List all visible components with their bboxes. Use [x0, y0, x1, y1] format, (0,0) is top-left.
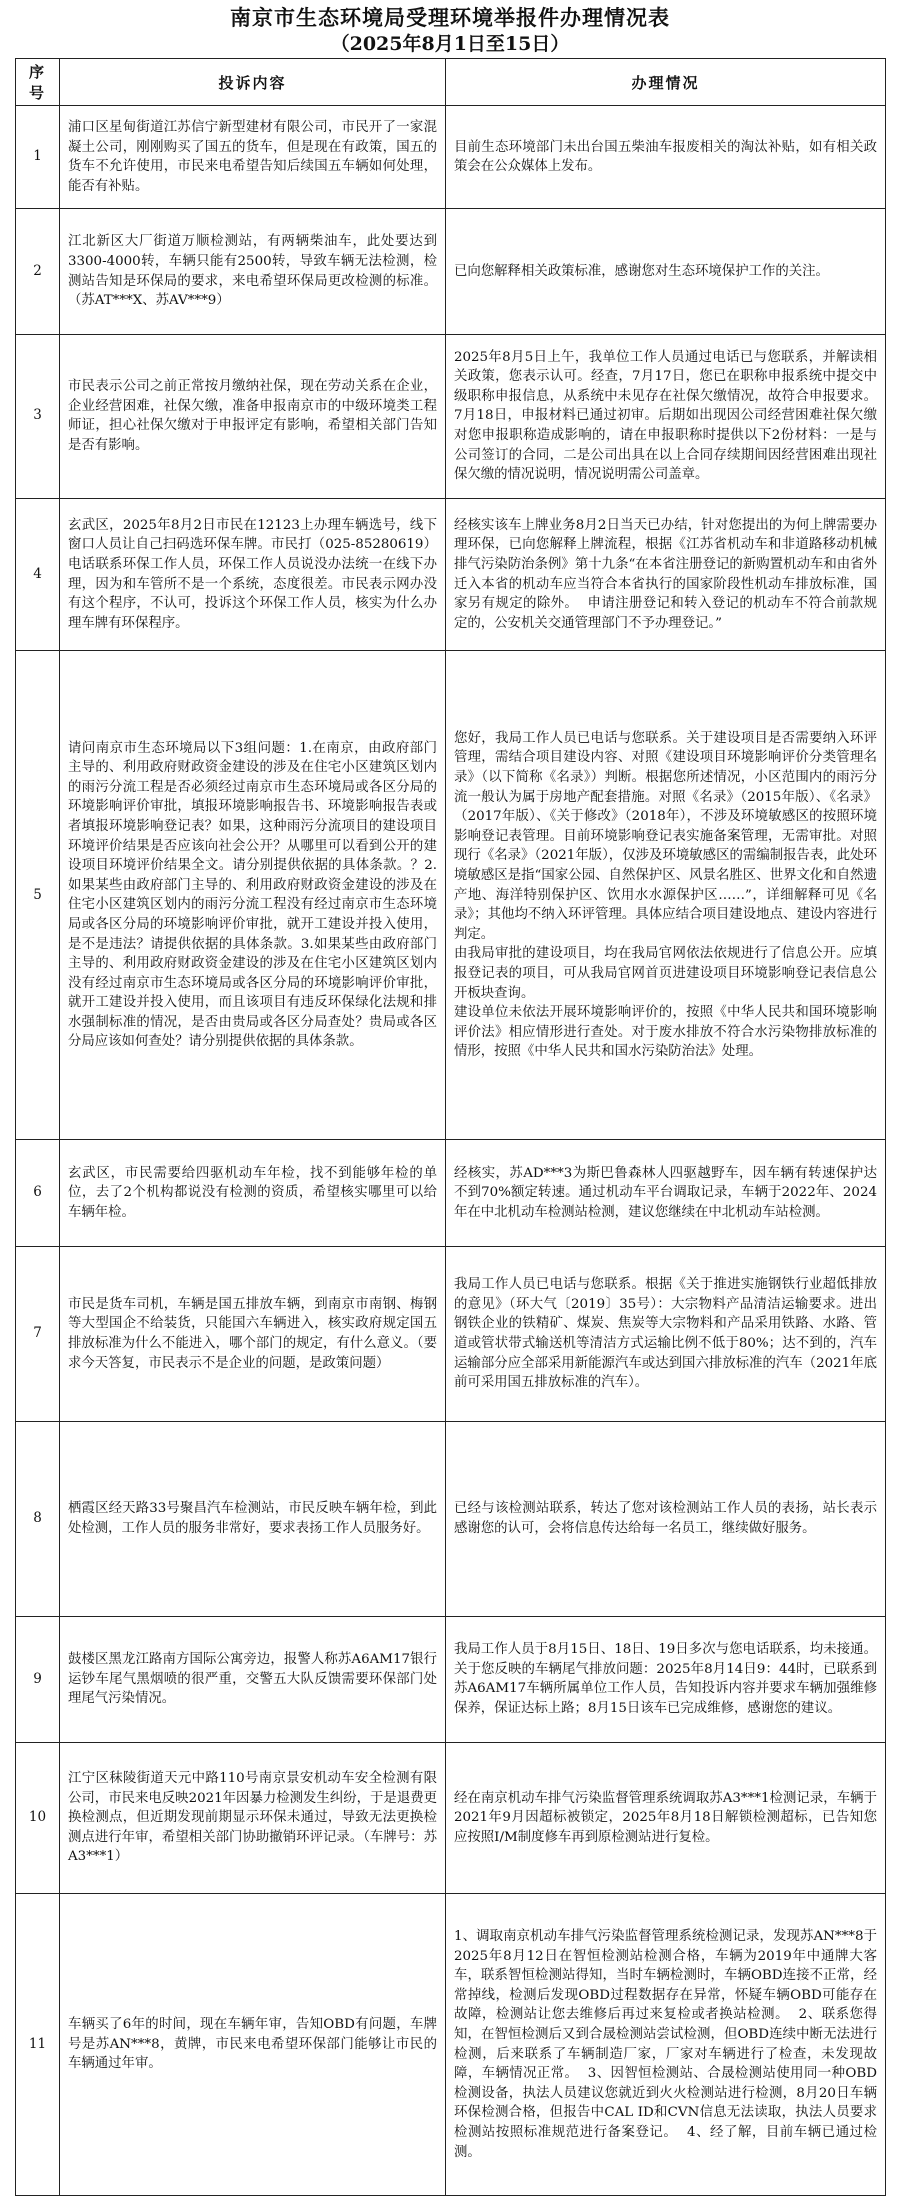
handling-content: 您好，我局工作人员已电话与您联系。关于建设项目是否需要纳入环评管理，需结合项目建设内容、对照《建设项目环境影响评价分类管理名录》（以下简称《名录》）判断。根据您所述情况，小区范围内的雨污分流一般认为属于房地产配套措施。对照《名录》（2015年版）、《名录》（2017年版）、《关于修改》（2018年），不涉及环境敏感区的按照环境影响登记表管理。目前环境影响登记表实施备案管理，无需审批。对照现行《名录》（2021年版），仅涉及环境敏感区的需编制报告表，此处环境敏感区是指“国家公园、自然保护区、风景名胜区、世界文化和自然遗产地、海洋特别保护区、饮用水水源保护区……”，详细解释可见《名录》；其他均不纳入环评管理。具体应结合项目建设地点、建设内容进行判定。 由我局审批的建设项目，均在我局官网依法依规进行了信息公开。应填报登记表的项目，可从我局官网首页进建设项目环境影响登记表信息公开板块查询。 建设单位未依法开展环境影响评价的，按照《中华人民共和国环境影响评价法》相应情形进行查处。对于废水排放不符合水污染物排放标准的情形，按照《中华人民共和国水污染防治法》处理。 — [446, 651, 886, 1140]
row-number: 8 — [16, 1421, 60, 1616]
handling-content: 经核实该车上牌业务8月2日当天已办结，针对您提出的为何上牌需要办理环保，已向您解释上牌流程，根据《江苏省机动车和非道路移动机械排气污染防治条例》第十九条“在本省注册登记的新购置机动车和由省外迁入本省的机动车应当符合本省执行的国家阶段性机动车排放标准，国家另有规定的除外。 申请注册登记和转入登记的机动车不符合前款规定的，公安机关交通管理部门不予办理登记。” — [446, 498, 886, 651]
row-number: 4 — [16, 498, 60, 651]
document-subtitle: （2025年8月1日至15日） — [330, 33, 570, 55]
row-number: 11 — [16, 1894, 60, 2196]
table-row — [16, 106, 886, 209]
row-number: 9 — [16, 1617, 60, 1743]
row-number: 7 — [16, 1246, 60, 1421]
handling-content: 我局工作人员于8月15日、18日、19日多次与您电话联系，均未接通。关于您反映的车辆尾气排放问题：2025年8月14日9：44时，已联系到苏A6AM17车辆所属单位工作人员，告知投诉内容并要求车辆加强维修保养，保证达标上路；8月15日该车已完成维修，感谢您的建议。 — [446, 1617, 886, 1743]
complaint-table — [15, 58, 886, 2196]
row-number: 10 — [16, 1742, 60, 1893]
handling-content: 经核实，苏AD***3为斯巴鲁森林人四驱越野车，因车辆有转速保护达不到70%额定转速。通过机动车平台调取记录，车辆于2022年、2024年在中北机动车检测站检测，建议您继续在中北机动车站检测。 — [446, 1140, 886, 1247]
table-header — [16, 59, 886, 106]
row-number: 3 — [16, 334, 60, 498]
complaint-content: 栖霞区经天路33号聚昌汽车检测站，市民反映车辆年检，到此处检测，工作人员的服务非常好，要求表扬工作人员服务好。 — [60, 1421, 446, 1616]
handling-content: 已经与该检测站联系，转达了您对该检测站工作人员的表扬，站长表示感谢您的认可，会将信息传达给每一名员工，继续做好服务。 — [446, 1421, 886, 1616]
complaint-content: 玄武区，2025年8月2日市民在12123上办理车辆选号，线下窗口人员让自己扫码选环保车牌。市民打（025-85280619）电话联系环保工作人员，环保工作人员说没办法统一在线下办理，因为和车管所不是一个系统，态度很差。市民表示网办没有这个程序，不认可，投诉这个环保工作人员，核实为什么办理车牌有环保程序。 — [60, 498, 446, 651]
handling-content: 目前生态环境部门未出台国五柴油车报废相关的淘汰补贴，如有相关政策会在公众媒体上发布。 — [446, 106, 886, 209]
complaint-content: 车辆买了6年的时间，现在车辆年审，告知OBD有问题，车牌号是苏AN***8，黄牌，市民来电希望环保部门能够让市民的车辆通过年审。 — [60, 1894, 446, 2196]
table-row — [16, 334, 886, 498]
complaint-content: 江宁区秣陵街道天元中路110号南京景安机动车安全检测有限公司，市民来电反映2021年因暴力检测发生纠纷，于是退费更换检测点，但近期发现前期显示环保未通过，导致无法更换检测点进行年审，希望相关部门协助撤销环评记录。（车牌号：苏A3***1） — [60, 1742, 446, 1893]
row-number: 5 — [16, 651, 60, 1140]
header-index: 序号 — [16, 59, 60, 106]
table-row — [16, 1246, 886, 1421]
table-row — [16, 1617, 886, 1743]
header-handling: 办理情况 — [446, 59, 886, 106]
row-number: 6 — [16, 1140, 60, 1247]
complaint-content: 江北新区大厂街道万顺检测站，有两辆柴油车，此处要达到3300-4000转，车辆只能有2500转，导致车辆无法检测，检测站告知是环保局的要求，来电希望环保局更改检测的标准。（苏AT***X、苏AV***9） — [60, 209, 446, 335]
row-number: 2 — [16, 209, 60, 335]
header-complaint: 投诉内容 — [60, 59, 446, 106]
table-body — [16, 106, 886, 2196]
table-row — [16, 1894, 886, 2196]
complaint-content: 鼓楼区黑龙江路南方国际公寓旁边，报警人称苏A6AM17银行运钞车尾气黑烟喷的很严重，交警五大队反馈需要环保部门处理尾气污染情况。 — [60, 1617, 446, 1743]
table-row — [16, 1140, 886, 1247]
table-row — [16, 651, 886, 1140]
complaint-content: 浦口区星甸街道江苏信宁新型建材有限公司，市民开了一家混凝土公司，刚刚购买了国五的货车，但是现在有政策，国五的货车不允许使用，市民来电希望告知后续国五车辆如何处理，能否有补贴。 — [60, 106, 446, 209]
handling-content: 我局工作人员已电话与您联系。根据《关于推进实施钢铁行业超低排放的意见》（环大气〔2019〕35号）：大宗物料产品清洁运输要求。进出钢铁企业的铁精矿、煤炭、焦炭等大宗物料和产品采用铁路、水路、管道或管状带式输送机等清洁方式运输比例不低于80%；达不到的，汽车运输部分应全部采用新能源汽车或达到国六排放标准的汽车（2021年底前可采用国五排放标准的汽车）。 — [446, 1246, 886, 1421]
handling-content: 已向您解释相关政策标准，感谢您对生态环境保护工作的关注。 — [446, 209, 886, 335]
complaint-content: 市民表示公司之前正常按月缴纳社保，现在劳动关系在企业，企业经营困难，社保欠缴，准备申报南京市的中级环境类工程师证，担心社保欠缴对于申报评定有影响，希望相关部门告知是否有影响。 — [60, 334, 446, 498]
table-row — [16, 209, 886, 335]
table-row — [16, 1742, 886, 1893]
handling-content: 经在南京机动车排气污染监督管理系统调取苏A3***1检测记录，车辆于2021年9月因超标被锁定，2025年8月18日解锁检测超标，已告知您应按照I/M制度修车再到原检测站进行复检。 — [446, 1742, 886, 1893]
document-title: 南京市生态环境局受理环境举报件办理情况表 — [230, 5, 670, 30]
complaint-content: 玄武区，市民需要给四驱机动车年检，找不到能够年检的单位，去了2个机构都说没有检测的资质，希望核实哪里可以给车辆年检。 — [60, 1140, 446, 1247]
complaint-content: 请问南京市生态环境局以下3组问题：1.在南京，由政府部门主导的、利用政府财政资金建设的涉及在住宅小区建筑区划内的雨污分流工程是否必须经过南京市生态环境局或各区分局的环境影响评价审批，填报环境影响报告书、环境影响报告表或者填报环境影响登记表？如果，这种雨污分流项目的建设项目环境评价结果是否应该向社会公开？从哪里可以看到公开的建设项目环境评价结果全文。请分别提供依据的具体条款。？2.如果某些由政府部门主导的、利用政府财政资金建设的涉及在住宅小区建筑区划内的雨污分流工程没有经过南京市生态环境局或各区分局的环境影响评价审批，就开工建设并投入使用，是不是违法？请提供依据的具体条款。3.如果某些由政府部门主导的、利用政府财政资金建设的涉及在住宅小区建筑区划内没有经过南京市生态环境局或各区分局的环境影响评价审批，就开工建设并投入使用，而且该项目有违反环保绿化法规和排水强制标准的情况，是否由贵局或各区分局查处？贵局或各区分局应该如何查处？请分别提供依据的具体条款。 — [60, 651, 446, 1140]
table-row — [16, 1421, 886, 1616]
handling-content: 2025年8月5日上午，我单位工作人员通过电话已与您联系，并解读相关政策，您表示认可。经查，7月17日，您已在职称申报系统中提交中级职称申报信息，从系统中未见存在社保欠缴情况，故符合申报要求。7月18日，申报材料已通过初审。后期如出现因公司经营困难社保欠缴对您申报职称造成影响的，请在申报职称时提供以下2份材料：一是与公司签订的合同，二是公司出具在以上合同存续期间因经营困难出现社保欠缴的情况说明，情况说明需公司盖章。 — [446, 334, 886, 498]
handling-content: 1、调取南京机动车排气污染监督管理系统检测记录，发现苏AN***8于2025年8月12日在智恒检测站检测合格，车辆为2019年中通牌大客车，联系智恒检测站得知，当时车辆检测时，车辆OBD连接不正常，经常掉线，检测后发现OBD过程数据存在异常，怀疑车辆OBD可能存在故障，检测站让您去维修后再过来复检或者换站检测。 2、联系您得知，在智恒检测后又到合晟检测站尝试检测，但OBD连续中断无法进行检测，后来联系了车辆制造厂家，厂家对车辆进行了检查，未发现故障，车辆情况正常。 3、因智恒检测站、合晟检测站使用同一种OBD检测设备，执法人员建议您就近到火火检测站进行检测，8月20日车辆环保检测合格，但报告中CAL ID和CVN信息无法读取，执法人员要求检测站按照标准规范进行备案登记。 4、经了解，目前车辆已通过检测。 — [446, 1894, 886, 2196]
table-row — [16, 498, 886, 651]
complaint-content: 市民是货车司机，车辆是国五排放车辆，到南京市南钢、梅钢等大型国企不给装货，只能国六车辆进入，核实政府规定国五排放标准为什么不能进入，哪个部门的规定，有什么意义。（要求今天答复，市民表示不是企业的问题，是政策问题） — [60, 1246, 446, 1421]
row-number: 1 — [16, 106, 60, 209]
